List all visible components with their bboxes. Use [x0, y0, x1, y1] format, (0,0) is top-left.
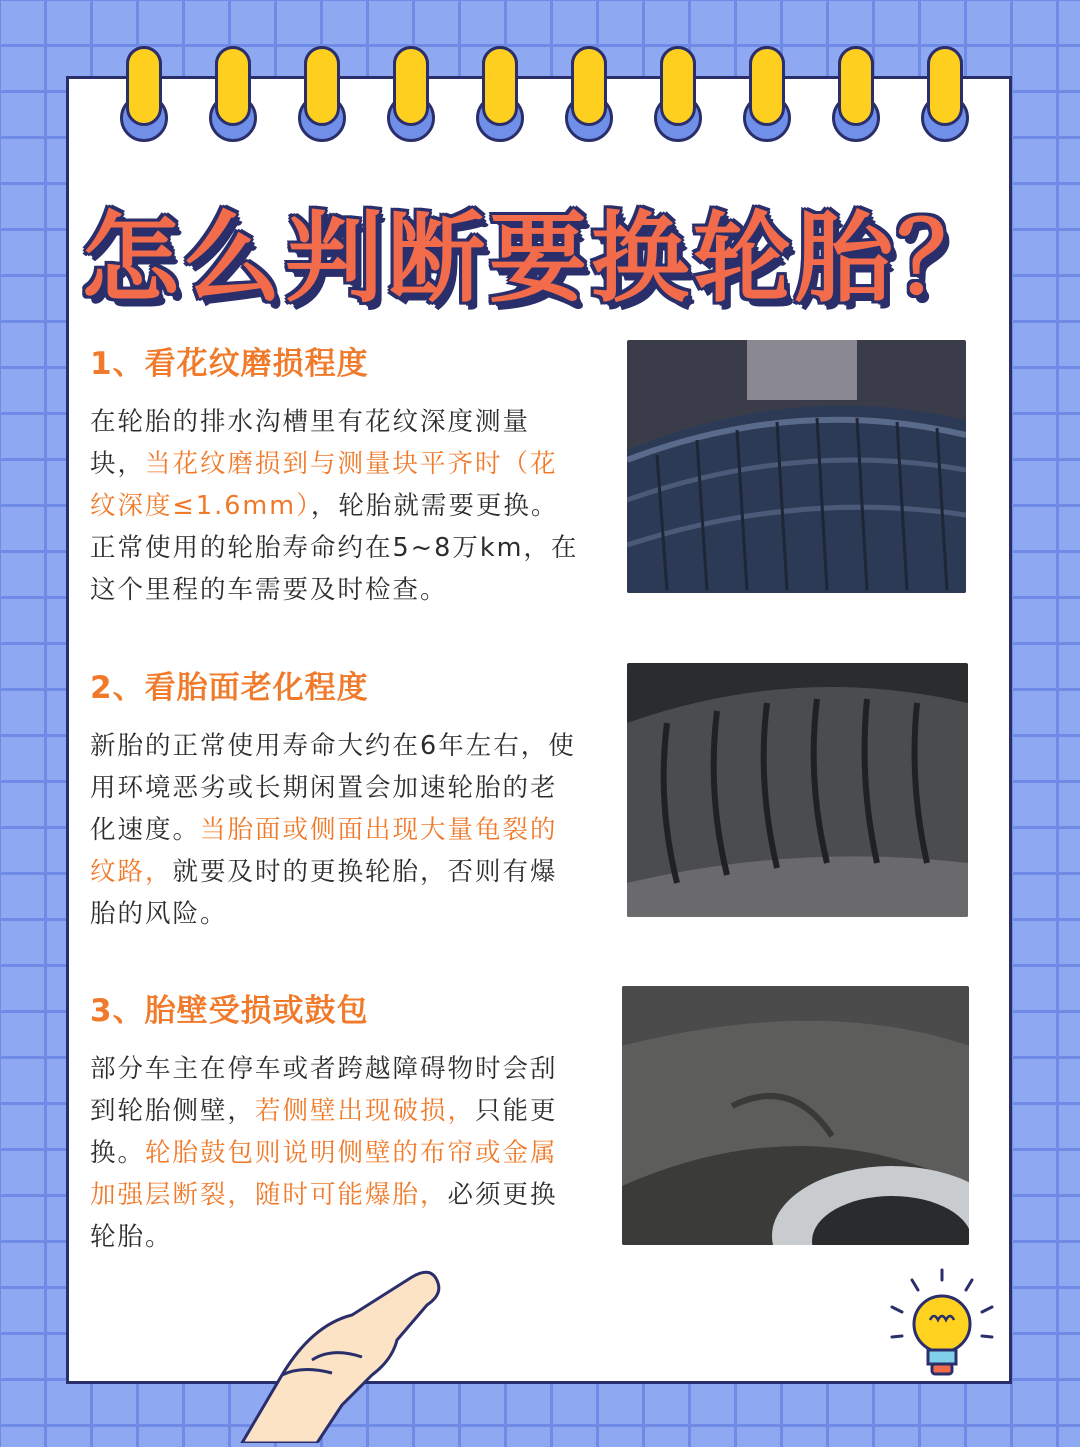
body-text: ，轮胎就需要更换。正常使用的轮胎寿命约在5~8万km，在这个里程的车需要及时检查。 [90, 491, 579, 605]
ring [215, 46, 251, 146]
highlight-text: 若侧壁出现破损， [255, 1096, 476, 1126]
tire-tread-photo [627, 340, 966, 593]
ring [571, 46, 607, 146]
ring [126, 46, 162, 146]
section-sidewall-damage [90, 985, 580, 1258]
light-bulb-icon [882, 1262, 1002, 1392]
section-heading: 1、看花纹磨损程度 [90, 346, 369, 382]
section-body [90, 1048, 580, 1258]
body-text: 部分车主在停车或者跨越障碍物时会刮到轮胎侧壁， [90, 1054, 558, 1126]
body-text: 在轮胎的排水沟槽里有花纹深度测量块， [90, 407, 531, 479]
ring [482, 46, 518, 146]
ring [927, 46, 963, 146]
section-tread-wear [90, 338, 580, 611]
section-tread-aging [90, 662, 580, 935]
highlight-text: 当胎面或侧面出现大量龟裂的纹路， [90, 815, 558, 887]
page-title: 怎么判断要换轮胎？ [80, 202, 999, 316]
body-text: 就要及时的更换轮胎，否则有爆胎的风险。 [90, 857, 558, 929]
highlight-text: 当花纹磨损到与测量块平齐时（花纹深度≤1.6mm） [90, 449, 558, 521]
ring [749, 46, 785, 146]
body-text: 新胎的正常使用寿命大约在6年左右，使用环境恶劣或长期闲置会加速轮胎的老化速度。 [90, 731, 576, 845]
ring [660, 46, 696, 146]
section-heading: 2、看胎面老化程度 [90, 670, 369, 706]
tire-sidewall-photo [622, 986, 969, 1245]
ring [838, 46, 874, 146]
section-body [90, 725, 580, 935]
section-body [90, 401, 580, 611]
section-heading: 3、胎壁受损或鼓包 [90, 993, 369, 1029]
ring [393, 46, 429, 146]
tire-aging-photo [627, 663, 968, 917]
highlight-text: 轮胎鼓包则说明侧壁的布帘或金属加强层断裂，随时可能爆胎， [90, 1138, 558, 1210]
body-text: 只能更换。 [90, 1096, 558, 1168]
body-text: 必须更换轮胎。 [90, 1180, 558, 1252]
pointing-hand-icon [222, 1265, 452, 1443]
ring [304, 46, 340, 146]
